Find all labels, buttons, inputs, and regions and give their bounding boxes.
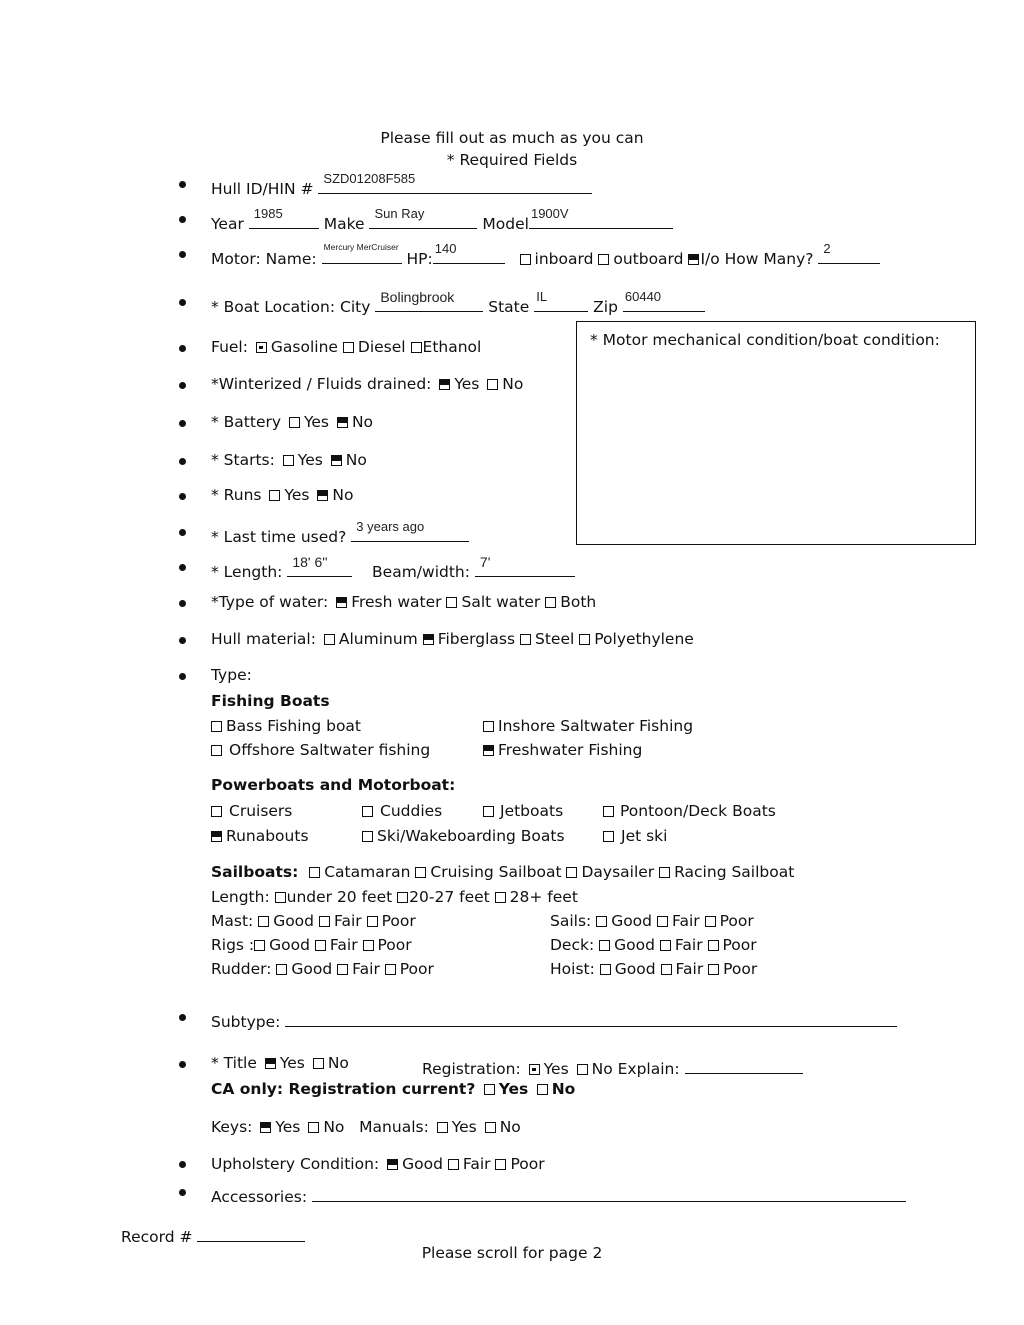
runabouts-label: Runabouts (226, 827, 309, 845)
fishing-boats-heading: Fishing Boats (211, 692, 330, 710)
freshwater-checkbox[interactable] (483, 745, 494, 756)
polyethylene-label: Polyethylene (594, 630, 694, 648)
upholstery-good-label: Good (402, 1155, 443, 1173)
winterized-row (211, 377, 523, 393)
jetski-option (603, 829, 667, 845)
fiberglass-label: Fiberglass (437, 630, 516, 648)
condition-textbox[interactable] (576, 321, 976, 545)
battery-no-checkbox[interactable] (337, 417, 348, 428)
make-value: Sun Ray (374, 206, 425, 221)
ethanol-label: Ethanol (422, 338, 482, 356)
jetski-label: Jet ski (621, 827, 668, 845)
year-make-model-row (211, 206, 673, 233)
record-label: Record # (121, 1228, 193, 1246)
keys-yes-label: Yes (275, 1118, 301, 1136)
hull-material-row (211, 632, 694, 648)
under20-checkbox[interactable] (275, 892, 286, 903)
zip-field[interactable] (623, 289, 705, 312)
good-label: Good (291, 960, 333, 978)
runabouts-option (211, 829, 309, 845)
good-label: Good (614, 960, 656, 978)
both-water-label: Both (560, 593, 597, 611)
cuddies-checkbox[interactable] (362, 806, 373, 817)
header-instructions: Please fill out as much as you can (380, 129, 644, 147)
inshore-label: Inshore Saltwater Fishing (498, 717, 694, 735)
state-field[interactable] (534, 289, 588, 312)
cruising-label: Cruising Sailboat (430, 863, 562, 881)
record-field[interactable] (197, 1224, 305, 1242)
deck-row (550, 938, 757, 954)
ca-no-checkbox[interactable] (537, 1084, 548, 1095)
fair-label: Fair (333, 912, 362, 930)
bullet (179, 493, 186, 500)
mast-poor-checkbox[interactable] (367, 916, 378, 927)
bullet (179, 345, 186, 352)
upholstery-label: Upholstery Condition: (211, 1155, 380, 1173)
starts-yes-checkbox[interactable] (283, 455, 294, 466)
good-label: Good (273, 912, 315, 930)
water-row (211, 595, 596, 611)
bullet (179, 564, 186, 571)
bullet (179, 529, 186, 536)
keys-yes-checkbox[interactable] (260, 1122, 271, 1133)
bullet (179, 1014, 186, 1021)
make-field[interactable] (369, 206, 477, 229)
cruising-checkbox[interactable] (415, 867, 426, 878)
deck-poor-checkbox[interactable] (708, 940, 719, 951)
fresh-water-checkbox[interactable] (336, 597, 347, 608)
sailboats-heading: Sailboats: (211, 863, 299, 881)
sail-length-label: Length: (211, 888, 270, 906)
motor-name-value: Mercury MerCruiser (323, 242, 399, 252)
runs-row (211, 488, 353, 504)
sails-poor-checkbox[interactable] (705, 916, 716, 927)
starts-no-label: No (345, 451, 367, 469)
rigs-good-checkbox[interactable] (254, 940, 265, 951)
last-used-value: 3 years ago (356, 519, 425, 534)
starts-label: * Starts: (211, 451, 275, 469)
good-label: Good (614, 936, 655, 954)
fuel-label: Fuel: (211, 338, 248, 356)
length-row (211, 554, 575, 581)
rigs-label: Rigs : (211, 936, 255, 954)
rudder-poor-checkbox[interactable] (385, 964, 396, 975)
polyethylene-checkbox[interactable] (579, 634, 590, 645)
year-value: 1985 (253, 206, 283, 221)
poor-label: Poor (723, 960, 758, 978)
battery-yes-label: Yes (303, 413, 330, 431)
ski-label: Ski/Wakeboarding Boats (377, 827, 565, 845)
registration-yes-label: Yes (543, 1060, 569, 1078)
hull-id-value: SZD01208F585 (323, 171, 416, 186)
year-label: Year (211, 215, 244, 233)
keys-no-label: No (323, 1118, 345, 1136)
daysailer-checkbox[interactable] (566, 867, 577, 878)
powerboats-heading: Powerboats and Motorboat: (211, 776, 456, 794)
fiberglass-checkbox[interactable] (423, 634, 434, 645)
jetboats-option (483, 804, 563, 820)
model-value: 1900V (530, 206, 569, 221)
mast-row (211, 914, 416, 930)
racing-label: Racing Sailboat (674, 863, 795, 881)
state-value: IL (536, 289, 548, 304)
sails-good-checkbox[interactable] (596, 916, 607, 927)
how-many-field[interactable] (818, 241, 880, 264)
hoist-good-checkbox[interactable] (600, 964, 611, 975)
registration-explain-field[interactable] (685, 1056, 803, 1074)
subtype-field[interactable] (285, 1009, 897, 1027)
mast-label: Mast: (211, 912, 254, 930)
rudder-fair-checkbox[interactable] (337, 964, 348, 975)
inboard-checkbox[interactable] (520, 254, 531, 265)
over28-checkbox[interactable] (495, 892, 506, 903)
racing-checkbox[interactable] (659, 867, 670, 878)
gasoline-checkbox[interactable] (256, 342, 267, 353)
title-yes-checkbox[interactable] (265, 1058, 276, 1069)
gasoline-label: Gasoline (270, 338, 338, 356)
io-checkbox[interactable] (688, 254, 699, 265)
winterized-label: *Winterized / Fluids drained: (211, 375, 432, 393)
title-label: * Title (211, 1054, 257, 1072)
jetski-checkbox[interactable] (603, 831, 614, 842)
upholstery-fair-label: Fair (462, 1155, 491, 1173)
poor-label: Poor (719, 912, 754, 930)
zip-value: 60440 (624, 289, 662, 304)
ethanol-checkbox[interactable] (411, 342, 422, 353)
subtype-row (211, 1009, 897, 1031)
bullet (179, 637, 186, 644)
year-field[interactable] (249, 206, 319, 229)
offshore-label: Offshore Saltwater fishing (229, 741, 431, 759)
zip-label: Zip (593, 298, 618, 316)
manuals-label: Manuals: (359, 1118, 429, 1136)
last-used-row (211, 519, 469, 546)
under20-label: under 20 feet (286, 888, 393, 906)
rigs-fair-checkbox[interactable] (315, 940, 326, 951)
bullet (179, 673, 186, 680)
runs-yes-checkbox[interactable] (269, 490, 280, 501)
rigs-poor-checkbox[interactable] (363, 940, 374, 951)
runabouts-checkbox[interactable] (211, 831, 222, 842)
winterized-yes-label: Yes (454, 375, 480, 393)
manuals-yes-checkbox[interactable] (437, 1122, 448, 1133)
bullet (179, 1161, 186, 1168)
title-row (211, 1056, 349, 1072)
rudder-good-checkbox[interactable] (276, 964, 287, 975)
inboard-label: inboard (534, 250, 594, 268)
registration-no-label: No Explain: (591, 1060, 680, 1078)
ski-checkbox[interactable] (362, 831, 373, 842)
upholstery-good-checkbox[interactable] (387, 1159, 398, 1170)
beam-field[interactable] (475, 554, 575, 577)
required-fields-note: * Required Fields (446, 151, 578, 169)
city-label: * Boat Location: City (211, 298, 371, 316)
keys-manuals-row (211, 1120, 521, 1136)
steel-checkbox[interactable] (520, 634, 531, 645)
rigs-row (211, 938, 412, 954)
city-field[interactable] (375, 289, 483, 312)
catamaran-label: Catamaran (324, 863, 411, 881)
outboard-checkbox[interactable] (598, 254, 609, 265)
poor-label: Poor (399, 960, 434, 978)
sails-fair-checkbox[interactable] (657, 916, 668, 927)
motor-name-label: Motor: Name: (211, 250, 317, 268)
runs-label: * Runs (211, 486, 262, 504)
type-label: Type: (211, 666, 252, 684)
ski-option (362, 829, 565, 845)
upholstery-poor-label: Poor (510, 1155, 545, 1173)
water-label: *Type of water: (211, 593, 329, 611)
bass-checkbox[interactable] (211, 721, 222, 732)
registration-yes-checkbox[interactable] (529, 1064, 540, 1075)
mid-length-label: 20-27 feet (409, 888, 490, 906)
accessories-field[interactable] (312, 1184, 906, 1202)
bullet (179, 420, 186, 427)
pontoon-option (603, 804, 776, 820)
mid-length-checkbox[interactable] (397, 892, 408, 903)
bullet (179, 458, 186, 465)
motor-name-field[interactable] (322, 242, 402, 264)
fair-label: Fair (674, 936, 703, 954)
manuals-no-checkbox[interactable] (485, 1122, 496, 1133)
length-value: 18' 6'' (292, 554, 328, 570)
bass-label: Bass Fishing boat (226, 717, 361, 735)
runs-yes-label: Yes (284, 486, 310, 504)
condition-label: * Motor mechanical condition/boat condition: (590, 331, 940, 349)
freshwater-option (483, 743, 642, 759)
poor-label: Poor (381, 912, 416, 930)
location-row (211, 289, 705, 316)
hull-id-row (211, 171, 592, 198)
registration-no-checkbox[interactable] (577, 1064, 588, 1075)
bullet (179, 216, 186, 223)
good-label: Good (611, 912, 653, 930)
bullet (179, 382, 186, 389)
beam-label: Beam/width: (372, 563, 470, 581)
model-field[interactable] (529, 206, 673, 229)
io-label: I/o How Many? (700, 250, 814, 268)
subtype-label: Subtype: (211, 1013, 281, 1031)
sailboats-row (211, 865, 794, 881)
bullet (179, 1061, 186, 1068)
inshore-option (483, 719, 693, 735)
sails-label: Sails: (550, 912, 592, 930)
hoist-label: Hoist: (550, 960, 595, 978)
mast-good-checkbox[interactable] (258, 916, 269, 927)
ca-no-label: No (551, 1080, 576, 1098)
bullet (179, 299, 186, 306)
last-used-label: * Last time used? (211, 528, 347, 546)
bass-option (211, 719, 361, 735)
cuddies-label: Cuddies (380, 802, 443, 820)
state-label: State (488, 298, 530, 316)
fair-label: Fair (675, 960, 704, 978)
footer-note: Please scroll for page 2 (421, 1244, 603, 1262)
pontoon-label: Pontoon/Deck Boats (620, 802, 776, 820)
over28-label: 28+ feet (509, 888, 578, 906)
winterized-no-checkbox[interactable] (487, 379, 498, 390)
motor-row (211, 241, 880, 268)
steel-label: Steel (535, 630, 575, 648)
aluminum-checkbox[interactable] (324, 634, 335, 645)
hull-id-field[interactable] (318, 171, 592, 194)
diesel-checkbox[interactable] (343, 342, 354, 353)
aluminum-label: Aluminum (338, 630, 418, 648)
length-label: * Length: (211, 563, 283, 581)
bullet (179, 1189, 186, 1196)
deck-good-checkbox[interactable] (599, 940, 610, 951)
how-many-value: 2 (823, 241, 831, 256)
ca-registration-label: CA only: Registration current? (211, 1080, 476, 1098)
freshwater-label: Freshwater Fishing (498, 741, 643, 759)
title-no-checkbox[interactable] (313, 1058, 324, 1069)
upholstery-poor-checkbox[interactable] (495, 1159, 506, 1170)
starts-no-checkbox[interactable] (331, 455, 342, 466)
catamaran-checkbox[interactable] (309, 867, 320, 878)
registration-label: Registration: (422, 1060, 521, 1078)
hoist-row (550, 962, 757, 978)
battery-label: * Battery (211, 413, 282, 431)
bullet (179, 251, 186, 258)
ca-yes-label: Yes (498, 1080, 529, 1098)
cuddies-option (362, 804, 442, 820)
poor-label: Poor (377, 936, 412, 954)
title-no-label: No (327, 1054, 349, 1072)
bullet (179, 600, 186, 607)
ca-registration-row (211, 1082, 575, 1098)
poor-label: Poor (722, 936, 757, 954)
model-label: Model (482, 215, 529, 233)
last-used-field[interactable] (351, 519, 469, 542)
accessories-label: Accessories: (211, 1188, 308, 1206)
length-field[interactable] (287, 554, 352, 577)
offshore-option (211, 743, 430, 759)
hull-id-label: Hull ID/HIN # (211, 180, 314, 198)
pontoon-checkbox[interactable] (603, 806, 614, 817)
hoist-fair-checkbox[interactable] (661, 964, 672, 975)
sail-length-row (211, 890, 578, 906)
daysailer-label: Daysailer (581, 863, 655, 881)
upholstery-row (211, 1157, 545, 1173)
record-row (121, 1224, 305, 1246)
rudder-row (211, 962, 434, 978)
salt-water-checkbox[interactable] (446, 597, 457, 608)
sails-row (550, 914, 754, 930)
hp-label: HP: (406, 250, 433, 268)
manuals-no-label: No (499, 1118, 521, 1136)
offshore-checkbox[interactable] (211, 745, 222, 756)
runs-no-checkbox[interactable] (317, 490, 328, 501)
outboard-label: outboard (613, 250, 684, 268)
battery-no-label: No (351, 413, 374, 431)
deck-fair-checkbox[interactable] (660, 940, 671, 951)
ca-yes-checkbox[interactable] (484, 1084, 495, 1095)
mast-fair-checkbox[interactable] (319, 916, 330, 927)
hull-material-label: Hull material: (211, 630, 316, 648)
starts-yes-label: Yes (297, 451, 323, 469)
winterized-no-label: No (502, 375, 524, 393)
rudder-label: Rudder: (211, 960, 272, 978)
battery-yes-checkbox[interactable] (289, 417, 300, 428)
jetboats-checkbox[interactable] (483, 806, 494, 817)
keys-no-checkbox[interactable] (308, 1122, 319, 1133)
deck-label: Deck: (550, 936, 595, 954)
bullet (179, 181, 186, 188)
registration-row (422, 1056, 803, 1078)
city-value: Bolingbrook (380, 289, 455, 305)
starts-row (211, 453, 367, 469)
cruisers-option (211, 804, 292, 820)
cruisers-label: Cruisers (229, 802, 293, 820)
title-yes-label: Yes (279, 1054, 305, 1072)
battery-row (211, 415, 373, 431)
salt-water-label: Salt water (461, 593, 541, 611)
both-water-checkbox[interactable] (545, 597, 556, 608)
hoist-poor-checkbox[interactable] (708, 964, 719, 975)
keys-label: Keys: (211, 1118, 253, 1136)
fair-label: Fair (352, 960, 380, 978)
manuals-yes-label: Yes (451, 1118, 477, 1136)
runs-no-label: No (332, 486, 354, 504)
fresh-water-label: Fresh water (351, 593, 442, 611)
hp-field[interactable] (433, 241, 505, 264)
hp-value: 140 (434, 241, 457, 256)
good-label: Good (269, 936, 310, 954)
diesel-label: Diesel (357, 338, 406, 356)
jetboats-label: Jetboats (500, 802, 564, 820)
accessories-row (211, 1184, 906, 1206)
make-label: Make (323, 215, 365, 233)
cruisers-checkbox[interactable] (211, 806, 222, 817)
upholstery-fair-checkbox[interactable] (448, 1159, 459, 1170)
inshore-checkbox[interactable] (483, 721, 494, 732)
fuel-row (211, 340, 481, 356)
fair-label: Fair (329, 936, 358, 954)
fair-label: Fair (671, 912, 700, 930)
beam-value: 7' (479, 554, 491, 570)
winterized-yes-checkbox[interactable] (439, 379, 450, 390)
